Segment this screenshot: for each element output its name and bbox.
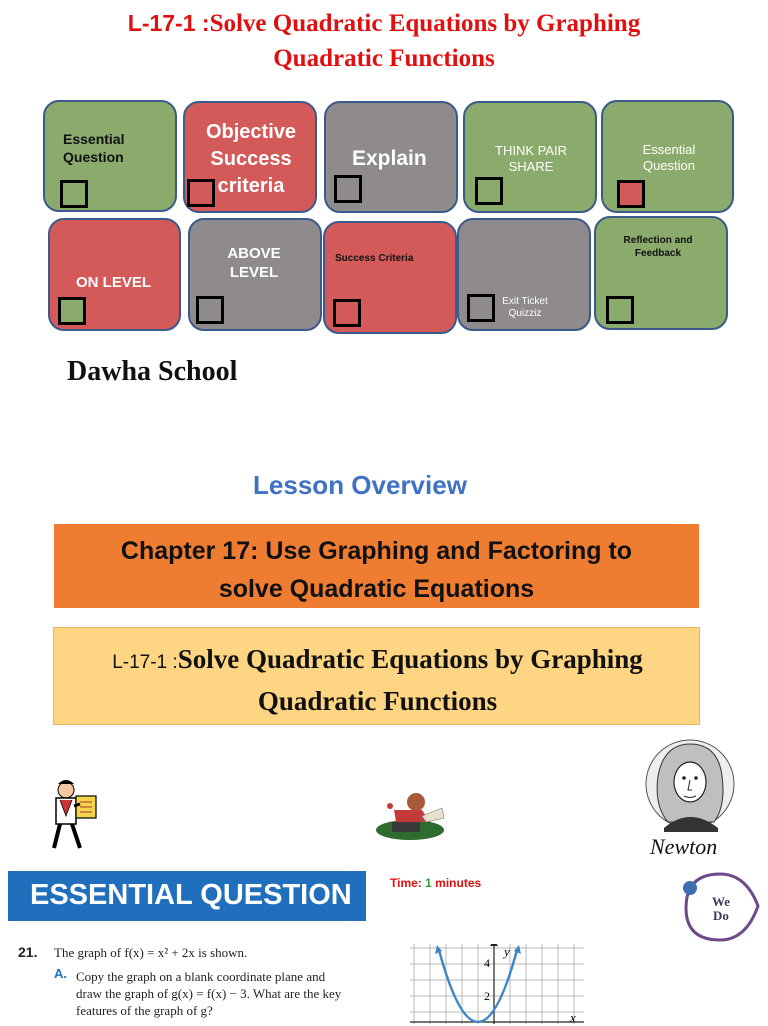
checkbox[interactable]: [187, 179, 215, 207]
parabola-graph: [410, 944, 584, 1024]
title-code: L-17-1 :: [127, 10, 210, 36]
checkbox-checked[interactable]: [58, 297, 86, 325]
school-name: Dawha School: [67, 356, 238, 387]
student-studying-clipart: [374, 788, 448, 844]
tile-essential-question-1[interactable]: [43, 100, 177, 212]
chapter-line2: solve Quadratic Equations: [218, 575, 535, 603]
tile-label: Exit Ticket Quizziz: [502, 296, 548, 319]
tile-label: Reflection and Feedback: [623, 235, 693, 259]
tile-essential-question-2[interactable]: [601, 100, 734, 213]
page-title: [0, 6, 768, 76]
tile-above-level[interactable]: [188, 218, 322, 331]
tile-label: Essential Question: [63, 131, 125, 165]
time-value: 1: [425, 876, 432, 890]
essential-question-text: ESSENTIAL QUESTION: [30, 879, 352, 911]
checkbox[interactable]: [334, 175, 362, 203]
checkbox[interactable]: [606, 296, 634, 324]
part-a-text: [76, 968, 341, 1019]
tile-label: Explain: [352, 147, 427, 170]
problem-stem: The graph of f(x) = x² + 2x is shown.: [54, 945, 248, 960]
title-line1: Solve Quadratic Equations by Graphing: [209, 10, 641, 37]
we-do-label: [706, 895, 736, 923]
tile-success-criteria[interactable]: [323, 221, 457, 334]
tile-label: Success Criteria: [335, 253, 414, 264]
checkbox[interactable]: [196, 296, 224, 324]
x-axis-label: x: [570, 1010, 576, 1025]
tile-reflection-feedback[interactable]: [594, 216, 728, 330]
tick-4: 4: [484, 956, 490, 970]
lesson-box: [53, 627, 700, 725]
timer-text: [390, 876, 481, 890]
checkbox[interactable]: [60, 180, 88, 208]
time-label: Time:: [390, 876, 422, 890]
we-do-line2: Do: [713, 908, 729, 923]
part-a-line2: draw the graph of g(x) = f(x) − 3. What are the key: [76, 986, 342, 1001]
we-do-line1: We: [711, 894, 731, 909]
lesson-overview-heading: Lesson Overview: [253, 470, 467, 500]
title-line2: Quadratic Functions: [273, 45, 495, 72]
tick-2: 2: [484, 989, 490, 1003]
tile-on-level[interactable]: [48, 218, 181, 331]
checkbox[interactable]: [467, 294, 495, 322]
tile-objective-success-criteria[interactable]: [183, 101, 317, 213]
time-unit: minutes: [435, 876, 482, 890]
tile-label: ON LEVEL: [76, 274, 152, 291]
part-a-label: A.: [54, 966, 67, 981]
chapter-line1: Chapter 17: Use Graphing and Factoring to: [120, 537, 633, 565]
chapter-box: [54, 524, 699, 608]
part-a-line3: features of the graph of g?: [76, 1003, 213, 1018]
checkbox[interactable]: [475, 177, 503, 205]
lesson-line2: Quadratic Functions: [257, 686, 498, 716]
lesson-line1: Solve Quadratic Equations by Graphing: [177, 644, 643, 674]
newton-caption: Newton: [650, 834, 718, 859]
tile-label: THINK PAIR SHARE: [495, 143, 567, 174]
lesson-code: L-17-1 :: [112, 652, 178, 673]
tile-exit-ticket[interactable]: [457, 218, 591, 331]
part-a-line1: Copy the graph on a blank coordinate plane and: [76, 969, 326, 984]
essential-question-banner: [8, 871, 366, 921]
tile-think-pair-share[interactable]: [463, 101, 597, 213]
tile-label: ABOVE LEVEL: [227, 245, 281, 281]
checkbox-checked[interactable]: [617, 180, 645, 208]
tile-label: Essential Question: [642, 142, 696, 173]
y-axis-label: y: [504, 944, 510, 959]
checkbox[interactable]: [333, 299, 361, 327]
teacher-clipart: [50, 776, 100, 852]
tile-explain[interactable]: [324, 101, 458, 213]
tile-label: Objective Success criteria: [205, 121, 297, 197]
problem-number: 21.: [18, 944, 38, 960]
